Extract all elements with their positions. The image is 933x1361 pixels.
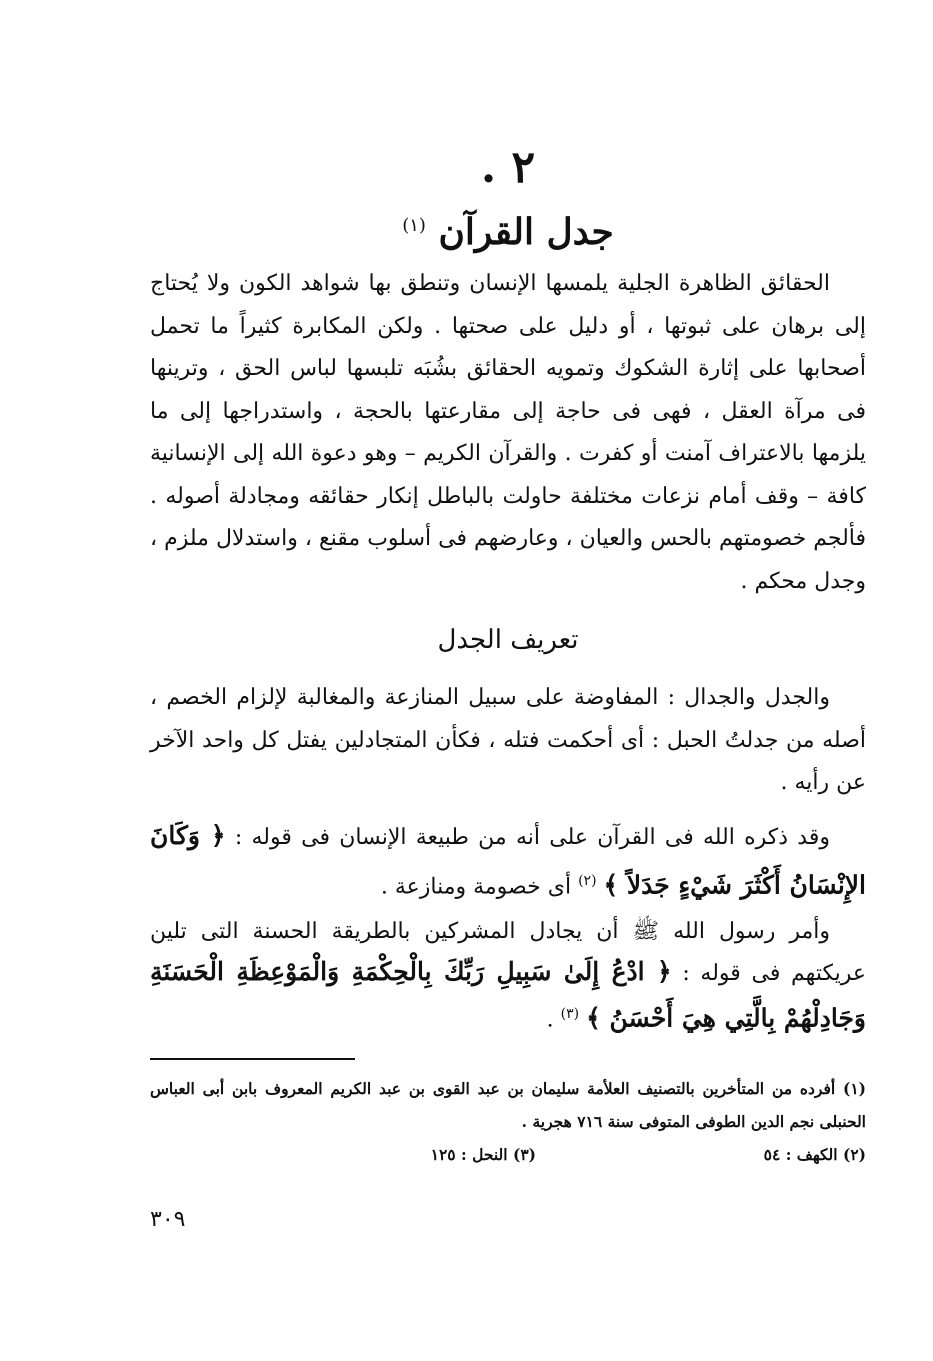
definition-paragraph: والجدل والجدال : المفاوضة على سبيل المنازعة والمغالبة لإلزام الخصم ، أصله من جدلتُ الحبل : أى أحكمت فتله ، فكأن المتجادلين يفتل كل واحد الآخر عن رأيه . — [150, 685, 866, 795]
chapter-title-footnote-ref: (١) — [402, 215, 426, 236]
footnote-divider — [150, 1058, 355, 1060]
footnote-3: (٣) النحل : ١٢٥ — [430, 1145, 536, 1164]
page-number: ٣٠٩ — [150, 1207, 186, 1232]
paragraph-text: . — [546, 1007, 554, 1033]
chapter-title-text: جدل القرآن — [438, 211, 614, 253]
footnote-row — [150, 1138, 866, 1171]
quran-verse: ﴿ وَكَانَ الإِنْسَانُ أَكْثَرَ شَيْءٍ جَدَلاً ﴾ — [150, 821, 866, 899]
chapter-title — [150, 200, 866, 258]
page — [150, 0, 866, 1361]
footnote-2: (٢) الكهف : ٥٤ — [763, 1145, 866, 1164]
footnote-1: (١) أفرده من المتأخرين بالتصنيف العلأمة سليمان بن عبد القوى بن عبد الكريم المعروف بابن أبى العباس الحنبلى نجم الدين الطوفى المتوفى سنة ٧١٦ هجرية . — [150, 1079, 866, 1131]
section-heading: تعريف الجدل — [437, 625, 579, 655]
paragraph-text: وقد ذكره الله فى القرآن على أنه من طبيعة الإنسان فى قوله : — [225, 825, 830, 850]
footnotes — [150, 1072, 866, 1171]
quran-kahf-paragraph — [150, 815, 866, 908]
intro-paragraph: الحقائق الظاهرة الجلية يلمسها الإنسان وتنطق بها شواهد الكون ولا يُحتاج إلى برهان على ثبوتها ، أو دليل على صحتها . ولكن المكابرة كثيراً ما تحمل أصحابها على إثارة الشكوك وتمويه الحقائق بشُبَه تلبسها لباس الحق ، وترينها فى مرآة العقل ، فهى فى حاجة إلى مقارعتها بالحجة ، واستدراجها إلى ما يلزمها بالاعتراف آمنت أو كفرت . والقرآن الكريم – وهو دعوة الله إلى الإنسانية كافة – وقف أمام نزعات مختلفة حاولت بالباطل إنكار حقائقه ومجادلة أصوله . فألجم خصومتهم بالحس والعيان ، وعارضهم فى أسلوب مقنع ، واستدلال ملزم ، وجدل محكم . — [150, 271, 866, 594]
paragraph-text: أى خصومة ومنازعة . — [380, 873, 572, 899]
footnote-ref: (٣) — [560, 1006, 580, 1022]
quran-verse: ﴿ ادْعُ إِلَىٰ سَبِيلِ رَبِّكَ بِالْحِكْمَةِ وَالْمَوْعِظَةِ الْحَسَنَةِ وَجَادِلْهُمْ بِالَّتِي هِيَ أَحْسَنُ ﴾ — [150, 957, 866, 1033]
chapter-number: ٢ . — [480, 142, 536, 193]
paragraph-text: وأمر رسول الله ﷺ أن يجادل المشركين بالطريقة الحسنة التى تلين عريكتهم فى قوله : — [150, 919, 866, 986]
quran-nahl-paragraph — [150, 912, 866, 1040]
footnote-ref: (٢) — [578, 872, 597, 889]
